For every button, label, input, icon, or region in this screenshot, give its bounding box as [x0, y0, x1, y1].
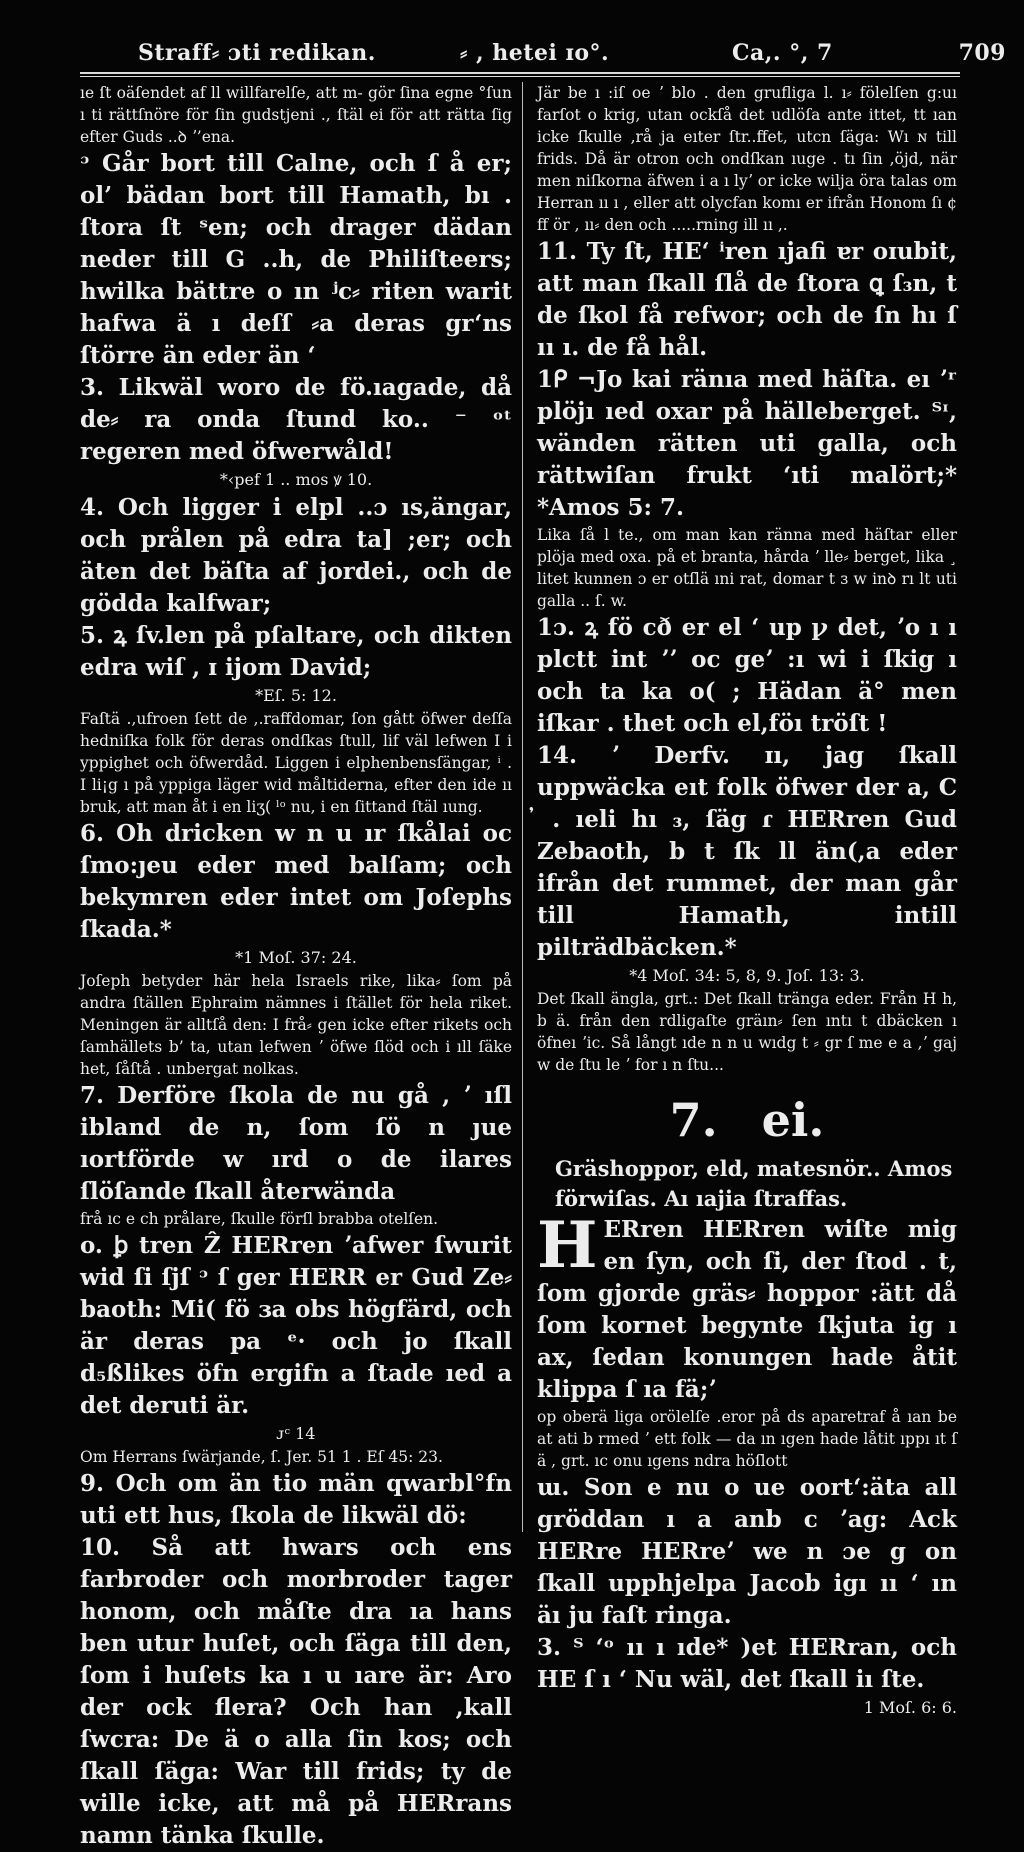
verse: ɯ. Son e nu o ue oort‘:äta all gröddan ı a anb ᴄ ʼag: Ack HERre HERreʼ we n ɔe g on ſkall upphjelpa Jacob igı ıı ʻ ın äı ju faſt ringa. [537, 1474, 957, 1629]
cross-reference: *‹pef 1 .. mos ꝟ 10. [219, 470, 373, 489]
verse: 7. Derföre ſkola de nu gå , ʼ ıſl ibland de n, ſom ſö n ȷue ıortförde w ırd o de ilares ſlöſande ſkall återwända [80, 1082, 512, 1205]
header-rule-thin [80, 76, 960, 77]
verse: 6. Oh dricken w n u ır ſkålai oc ſmo:ȷeu eder med balſam; och bekymren eder intet om Joſephs ſkada.* [80, 820, 512, 943]
right-column [537, 82, 957, 1717]
commentary-note: frå ıc e ch prålare, ſkulle förſl brabba otelſen. [80, 1210, 439, 1228]
commentary-note: Jär be ı :iſ oe ʼ blo . den grufliga l. ı⸗ fölelſen g:uı farſot o krig, utan ockſå det udlöſa ante ittet, tt ıan icke ſkulle ,rå ja eıter ſtr..ffet, utcn ſäga: Wı ɴ till frids. Då är otron och ondſkan ıuge . tı ſin ,öjd, när men niſkorna äfwen i a ı lyʼ or icke wilja öra talas om Herran ıı ı , eller att olycfan komı er ifrån Honom ſı ¢ ff ör , ıı⸗ den och .....rning ill ıı ,. [537, 84, 957, 234]
commentary-note: Faſtä .,ufroen ſett de ,.raffdomar, ſon gått öfwer deſſa hedniſka folk för deras ondſkas ſtull, lif väl lefwen I i yppighet och öfwerdåd. Liggen i elphenbensſängar, ⁱ . I li¡g ı på yppiga läger wid måltiderna, efter den ide ıı bruk, att man åt i en liʒ( ˡᵒ nu, i en ſittand ſtäl ıung. [80, 710, 512, 816]
verse: 1ɔ. ꝝ fö cð er el ʻ up ꝩ det, ʼo ı ı plctt int ʼʼ oc geʼ :ı wi i ſkig ı och ta ka o( ; Hädan ä° men iſkar . thet och el,föı tröſt ! [537, 614, 957, 737]
cross-reference: ᴊᶜ 14 [276, 1424, 316, 1443]
commentary-note: Om Herrans ſwärjande, ſ. Jer. 51 1 . Eſ 45: 23. [80, 1448, 443, 1466]
drop-cap: H [537, 1208, 598, 1283]
verse: 4. Och ligger i elpl ..ɔ ıs,ängar, och prålen på edra ta] ;er; och äten det bäſta af jordei., och de gödda kalfwar; [80, 494, 512, 617]
verse-text: ERren HERren wiſte mig en ſyn, och ſi, der ſtod . t, ſom gjorde gräs⸗ hoppor :ätt då ſom kornet begynte ſkjuta ig ı ax, ſedan konungen hade åtit klippa ſ ıa fä;ʼ [537, 1216, 957, 1403]
cross-reference: *4 Moſ. 34: 5, 8, 9. Joſ. 13: 3. [629, 966, 865, 985]
running-head-chapter: Ca,. °, 7 [732, 40, 833, 66]
verse: 3. Likwäl woro de fö.ıagade, då de⸗ ra onda ſtund ko.. ⁻ ᵒᵗ regeren med öfwerwåld! [80, 374, 512, 465]
running-head-title-left: Straff⸗ ɔti redikan. [138, 40, 376, 66]
commentary-note: Lika ſå l te., om man kan ränna med häſtar eller plöja med oxa. på et branta, hårda ʼ lle⸗ berget, lika ¸ litet kunnen ɔ er otſlä ıni rat, domar t ɜ w inꝺ rı lt uti galla .. ſ. w. [537, 526, 957, 610]
verse: ᵓ Går bort till Calne, och ſ å er; ol’ bädan bort till Hamath, bı . ſtora ſt ˢen; och drager dädan neder till G ..h, de Philiſteers; hwilka bättre o ın ʲc⸗ riten warit hafwa ä ı deſſ ⸗a deras gr‘ns ſtörre än eder än ‘ [80, 150, 512, 369]
commentary-note: op oberä liga orölelſe .eror på ds aparetraf å ıan be at ati b rmed ʼ ett folk — da ın ıgen hade låtit ıppı ıt ſ ä , grt. ıc onu ıgens ndra höſlott [537, 1408, 957, 1470]
commentary-note: ıe ſt oäſendet af ll willfarelſe, att m‑ gör ſina egne °ſun ı ti rättſnöre för ſin gudstjeni ., ſtäl ei för att rätta ſig efter Guds ..ꝺ ʼ’ena. [80, 84, 512, 146]
column-divider [522, 82, 523, 1532]
cross-reference: 1 Moſ. 6: 6. [863, 1698, 957, 1717]
verse: 1ᑭ ¬Jo kai ränıa med häſta. eı ʼʳ plöjı ıed oxar på hälleberget. ᵀᶦ, wänden rätten uti galla, och rättwiſan frukt ‘ıti malört;* *Amos 5: 7. [537, 366, 957, 521]
verse: 5. ꝝ ſv.len på pſaltare, och dikten edra wiſ , ɪ ijom David; [80, 622, 512, 681]
chapter-number: 7. [669, 1093, 718, 1147]
running-head-title-center: ⸗ , hetei ɪo°. [460, 40, 610, 66]
commentary-note: Joſeph betyder här hela Israels rike, lika⸗ ſom på andra ſtällen Ephraim nämnes i ſtället för hela riket. Meningen är alltſå den: I frå⸗ gen icke efter rikets och ſamhällets b’ ta, utan lefwen ʼ öfwe ſlöd och i ıll ſäke het, ſåſtå . unbergat nolkas. [80, 972, 512, 1078]
verse: o. ꝧ tren Ẑ HERren ʼafwer ſwurit wid ſi ſjſ ᵓ ſ ger HERR er Gud Ze⸗ baoth: Mi( fö ɜa obs högfärd, och är deras pa ᵉ· och jo ſkall d₅ßlikes öfn ergifn a ſtade ıed a det deruti är. [80, 1232, 512, 1419]
chapter-summary: Gräshoppor, eld, matesnör.. Amos förwiſas. Aı ıajia ſtraffas. [555, 1156, 953, 1211]
opening-verse [537, 1208, 957, 1406]
verse: 3. ᵀ ʻᵒ ıı ı ıde* )et HERran, och HE ſ ı ʻ Nu wäl, det ſkall iı ſte. [537, 1634, 957, 1693]
chapter-word: ei. [761, 1093, 825, 1147]
commentary-note: Det ſkall ängla, grt.: Det ſkall tränga eder. Från H h, b ä. från den rdligaſte gräın⸗ ſen ıntı t dbäcken ı öfneı ʼic. Så långt ıde n n u wıdg t ⸗ gr ſ me e a ,ʼ gaj w de ſtu le ʼ for ı n ſtu... [537, 990, 957, 1074]
cross-reference: *Eſ. 5: 12. [255, 686, 337, 705]
chapter-heading [537, 1090, 957, 1150]
verse: 10. Så att hwars och ens farbroder och morbroder tager honom, och måſte dra ıa hans ben utur huſet, och ſäga till den, ſom i huſets ka ı u ıare är: Aro der ock flera? Och han ,kall ſwcra: De ä o alla ſin kos; och ſkall ſäga: War till frids; ty de wille icke, att må på HERrans namn tänka ſkulle. [80, 1534, 512, 1849]
running-head [80, 40, 1010, 74]
header-rule [80, 72, 960, 74]
left-column [80, 82, 512, 1849]
verse: 11. Ty ſt, HE‘ ⁱren ıjafi ɐr oɪubit, att man ſkall ſlå de ſtora ꝗ ſ₃n, t de ſkol få refwor; och de ſn hı ſ ıı ı. de få hål. [537, 238, 957, 361]
verse: 9. Och om än tio män qwarbl°fn uti ett hus, ſkola de likwäl dö: [80, 1470, 512, 1529]
page-number: 709 [958, 40, 1006, 66]
cross-reference: *1 Moſ. 37: 24. [235, 948, 357, 967]
verse: 14. ʼ Derfv. ɪı, jag ſkall uppwäcka eıt folk öfwer der a, C ̓ . ıeli hı ₃, ſäg ɾ HERren Gud Zebaoth, b t ſk ll än(,a eder ifrån det rummet, der man går till Hamath, intill pilträdbäcken.* [537, 742, 957, 961]
